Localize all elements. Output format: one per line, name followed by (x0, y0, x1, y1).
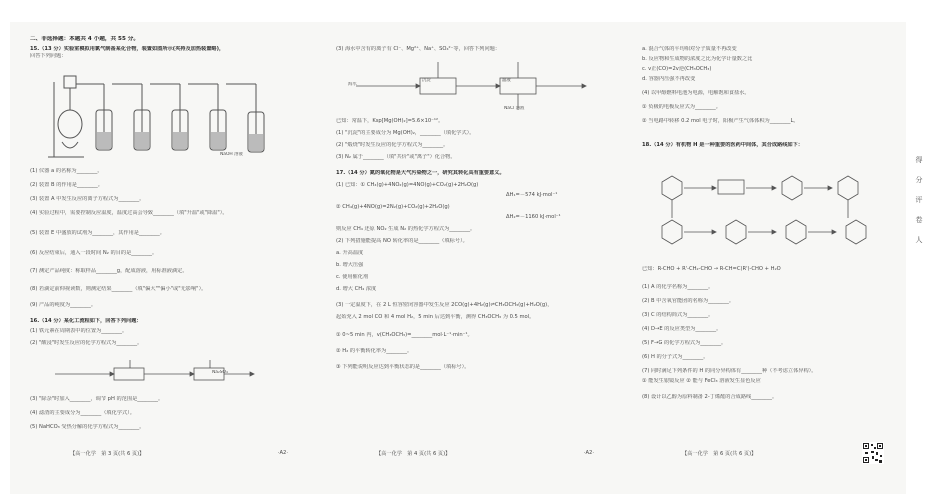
apparatus-diagram (44, 62, 274, 162)
section-heading: 二、非选择题：本题共 4 小题，共 55 分。 (30, 36, 139, 42)
q16-sub-1: (1) "沉淀"的主要成分为 Mg(OH)₂，________（填化学式）。 (336, 130, 475, 136)
side-char: 分 (915, 176, 923, 184)
q17-part-3-stem: (3) 一定温度下，在 2 L 恒容密闭容器中发生反应 2CO(g)+4H₂(g)⇌CH₃OCH₃(g)+H₂O(g)， (336, 302, 553, 308)
q18-part-4: (4) D→E 的反应类型为________。 (642, 326, 722, 332)
q17-option-3d: d. 容器内压强不再改变 (642, 76, 696, 82)
column-1 (30, 22, 318, 494)
q18-given: 已知：R-CHO + R'-CH₂-CHO → R-CH=C(R')-CHO + H₂O (642, 266, 781, 272)
q17-part-3-sub-3: ③ 下列能说明反应达到平衡状态的是________（填标号）。 (336, 364, 470, 370)
q17-eq-1: (1) 已知：① CH₄(g)+4NO₂(g)=4NO(g)+CO₂(g)+2H₂O(g) (336, 182, 479, 188)
q16-part-4: (4) 滤渣的主要成分为________（填化学式）。 (30, 410, 135, 416)
question-18-stem: 18.（14 分）有机物 H 是一种重要的医药中间体，其合成路线如下： (642, 142, 804, 148)
q18-part-5: (5) F→G 的化学方程式为________。 (642, 340, 727, 346)
q17-part-4-sub-2: ② 当电路中转移 0.2 mol 电子时，阳极产生气体体积为________L。 (642, 118, 799, 124)
q17-eq-2: ② CH₄(g)+4NO(g)=2N₂(g)+CO₂(g)+2H₂O(g) (336, 204, 450, 210)
q15-part-9: (9) 产品的纯度为________。 (30, 302, 97, 308)
footer-page-label: 【高一化学 第 4 页(共 6 页)】 (376, 451, 451, 457)
q17-part-4: (4) 以甲醇燃料电池为电源，电解饱和食盐水。 (642, 90, 750, 96)
synthesis-route-diagram (642, 152, 904, 262)
q18-part-3: (3) C 的结构简式为________。 (642, 312, 714, 318)
q17-part-4-sub-1: ① 负极的电极反应式为________。 (642, 104, 721, 110)
q17-option-a: a. 升高温度 (336, 250, 364, 256)
q18-part-8: (8) 设计以乙醇为原料制备 2-丁烯醛的合成路线________。 (642, 394, 778, 400)
question-15-stem-2: 回答下列问题： (30, 53, 67, 59)
flow-label-precipitate: 沉淀 (422, 78, 431, 83)
q17-dh-2: ΔH₂=－1160 kJ·mol⁻¹ (506, 214, 561, 220)
q16-given: 已知：常温下，Ksp[Mg(OH)₂]=5.6×10⁻¹²。 (336, 118, 444, 124)
q16-sub-2: (2) "煅烧"时发生反应的化学方程式为________。 (336, 142, 449, 148)
q17-part-1: 则反应 CH₄ 还原 NO₂ 生成 N₂ 的热化学方程式为________。 (336, 226, 476, 232)
footer-code: ·A2· (583, 450, 594, 456)
q17-option-c: c. 使用催化剂 (336, 274, 369, 280)
exam-sheet (10, 22, 906, 494)
q16-cont-stem: (3) 海水中含有的离子有 Cl⁻、Mg²⁺、Na⁺、SO₄²⁻等，回答下列问题： (336, 46, 501, 52)
flow-label: Na₂SO₄ (212, 370, 228, 375)
q18-part-1: (1) A 的化学名称为________。 (642, 284, 714, 290)
q17-option-3c: c. v正(CO)=2v逆(CH₃OCH₃) (642, 66, 712, 72)
side-char: 卷 (915, 216, 923, 224)
question-16-stem: 16.（14 分）某化工流程如下，回答下列问题： (30, 318, 142, 324)
process-flow-diagram (50, 352, 270, 392)
question-15-stem: 15.（13 分）实验室模拟用氯气制备某化合物，装置如图所示(夹持及加热装置略)， (30, 46, 225, 52)
q17-part-2: (2) 下列措施能提高 NO 转化率的是________（填标号）。 (336, 238, 468, 244)
q15-part-3: (3) 装置 A 中发生反应的离子方程式为________。 (30, 196, 145, 202)
q18-part-7: (7) 同时满足下列条件的 H 的同分异构体有________种（不考虑立体异构）。 (642, 368, 817, 374)
apparatus-label: NaOH 溶液 (220, 152, 243, 157)
qr-code-image (862, 442, 884, 464)
q15-part-6: (6) 反应结束后，通入一段时间 N₂ 的目的是________。 (30, 250, 158, 256)
q17-part-3-sub-2: ② H₂ 的平衡转化率为________。 (336, 348, 413, 354)
footer-page-label: 【高一化学 第 6 页(共 6 页)】 (682, 451, 757, 457)
footer-page-label: 【高一化学 第 3 页(共 6 页)】 (70, 451, 145, 457)
q16-part-5: (5) NaHCO₃ 受热分解的化学方程式为________。 (30, 424, 145, 430)
q17-option-3b: b. 反应物和生成物的浓度之比为化学计量数之比 (642, 56, 753, 62)
side-char: 人 (915, 236, 923, 244)
q15-part-2: (2) 装置 B 的作用是________。 (30, 182, 103, 188)
q17-dh-1: ΔH₁=－574 kJ·mol⁻¹ (506, 192, 558, 198)
q15-part-5: (5) 装置 E 中盛放的试剂为________，其作用是________。 (30, 230, 165, 236)
q16-part-1: (1) 铁元素在周期表中的位置为________。 (30, 328, 128, 334)
q18-part-7-cond: ① 能发生银镜反应 ② 能与 FeCl₃ 溶液发生显色反应 (642, 378, 761, 384)
q15-part-4: (4) 实验过程中，需要控制反应温度，温度过高会导致________（填"升温"或"降温"）。 (30, 210, 228, 216)
q18-part-6: (6) H 的分子式为________。 (642, 354, 709, 360)
q18-part-2: (2) B 中含氧官能团的名称为________。 (642, 298, 735, 304)
q15-part-1: (1) 仪器 a 的名称为________。 (30, 168, 103, 174)
q17-option-3a: a. 混合气体的平均相对分子质量不再改变 (642, 46, 737, 52)
flow-label-seawater: 海水 (348, 82, 357, 87)
side-char: 评 (915, 196, 923, 204)
question-17-stem: 17.（14 分）氮的氧化物是大气污染物之一，研究其转化具有重要意义。 (336, 170, 505, 176)
q17-option-b: b. 增大压强 (336, 262, 364, 268)
side-char: 得 (915, 156, 923, 164)
q15-part-8: (8) 若滴定前仰视读数，则测定结果________（填"偏大""偏小"或"无影响"）。 (30, 286, 207, 292)
score-side-strip (912, 150, 926, 250)
q17-option-d: d. 增大 CH₄ 浓度 (336, 286, 377, 292)
column-3 (642, 22, 904, 494)
footer-code: ·A2· (277, 450, 288, 456)
q17-part-3-stem-2: 起始充入 2 mol CO 和 4 mol H₂，5 min 后达到平衡，测得 CH₃OCH₃ 为 0.5 mol。 (336, 314, 535, 320)
flow-label-nacl: NaCl 溶液 (504, 106, 525, 111)
column-2 (336, 22, 624, 494)
q16-part-3: (3) "除杂"时加入________，调节 pH 的范围是________。 (30, 396, 164, 402)
q17-part-3-sub-1: ① 0~5 min 内，v(CH₃OCH₃)=________mol·L⁻¹·min⁻¹。 (336, 332, 473, 338)
flow-label-filtrate: 滤液 (502, 78, 511, 83)
q15-part-7: (7) 测定产品纯度：称取样品________g，配成溶液，用标准液滴定。 (30, 268, 188, 274)
q16-sub-3: (3) N₂ 属于________（填"共价"或"离子"）化合物。 (336, 154, 456, 160)
q16-part-2: (2) "酸浸"时发生反应的化学方程式为________。 (30, 340, 143, 346)
